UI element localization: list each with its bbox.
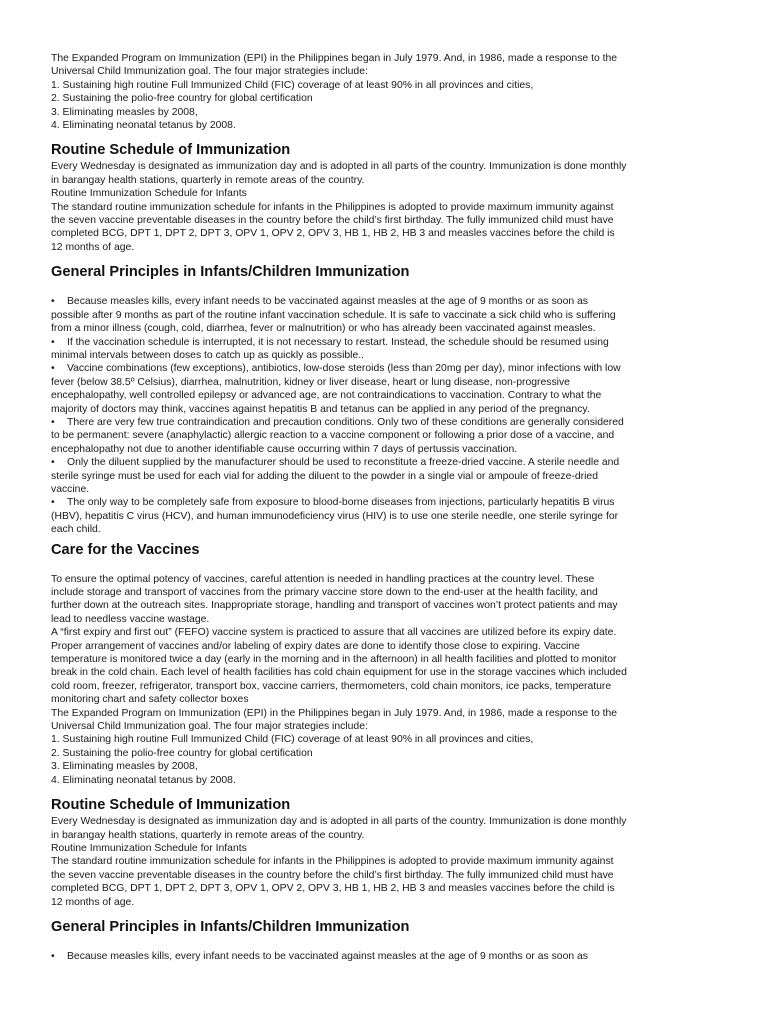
text-line: minimal intervals between doses to catch up as quickly as possible.. [51,349,365,361]
text-line: further down at the outreach sites. Inappropriate storage, handling and transport of vaccines won’t protect patients and may [51,600,618,612]
text-line: 4. Eliminating neonatal tetanus by 2008. [51,120,236,132]
text-line: temperature is monitored twice a day (early in the morning and in the afternoon) in all health facilities and plotted to monitor [51,654,617,666]
text-line: to be permanent: severe (anaphylactic) allergic reaction to a vaccine component or following a prior dose of a vaccine, and [51,430,615,442]
text-line: the seven vaccine preventable diseases in the country before the child’s first birthday. The fully immunized child must have [51,869,614,881]
bullet-icon: • [51,336,55,348]
text-line: encephalopathy, well controlled epilepsy or advanced age, are not contraindications to vaccination. Contrary to what the [51,390,602,402]
bullet-text: The only way to be completely safe from exposure to blood-borne diseases from injections, particularly hepatitis B virus [67,497,615,509]
text-line: Routine Immunization Schedule for Infants [51,188,247,200]
text-line: To ensure the optimal potency of vaccines, careful attention is needed in handling practices at the country level. These [51,573,595,585]
bullet-icon: • [51,363,55,375]
bullet-line [51,456,720,469]
text-line: A “first expiry and first out” (FEFO) vaccine system is practiced to assure that all vaccines are utilized before its expiry date. [51,627,617,639]
text-line: The standard routine immunization schedule for infants in the Philippines is adopted to provide maximum immunity against [51,856,614,868]
text-line: 12 months of age. [51,896,135,908]
bullet-line [51,336,720,349]
section-heading: Routine Schedule of Immunization [51,142,291,159]
text-line: Every Wednesday is designated as immunization day and is adopted in all parts of the country. Immunization is done monthly [51,161,627,173]
text-line: 3. Eliminating measles by 2008, [51,761,198,773]
text-line: completed BCG, DPT 1, DPT 2, DPT 3, OPV 1, OPV 2, OPV 3, HB 1, HB 2, HB 3 and measles vaccines before the child is [51,228,615,240]
text-line: possible after 9 months as part of the routine infant vaccination schedule. It is safe to vaccinate a sick child who is suffering [51,309,616,321]
bullet-text: Because measles kills, every infant needs to be vaccinated against measles at the age of 9 months or as soon as [67,950,588,962]
text-line: cold room, freezer, refrigerator, transport box, vaccine carriers, thermometers, cold chain monitors, ice packs, temperature [51,680,612,692]
text-line: in barangay health stations, quarterly in remote areas of the country. [51,829,365,841]
text-line: The standard routine immunization schedule for infants in the Philippines is adopted to provide maximum immunity against [51,201,614,213]
text-line: 1. Sustaining high routine Full Immunized Child (FIC) coverage of at least 90% in all provinces and cities, [51,79,534,91]
text-line: The Expanded Program on Immunization (EPI) in the Philippines began in July 1979. And, in 1986, made a response to the [51,707,618,719]
text-line: from a minor illness (cough, cold, diarrhea, fever or malnutrition) or who has already been vaccinated against measles. [51,323,596,335]
text-line: 12 months of age. [51,241,135,253]
bullet-text: There are very few true contraindication and precaution conditions. Only two of these conditions are generally considered [67,416,624,428]
bullet-icon: • [51,296,55,308]
bullet-icon: • [51,497,55,509]
section-heading: Routine Schedule of Immunization [51,797,291,814]
text-line: lead to needless vaccine wastage. [51,613,210,625]
text-line: monitoring chart and safety collector boxes [51,694,249,706]
bullet-text: Because measles kills, every infant needs to be vaccinated against measles at the age of 9 months or as soon as [67,296,588,308]
bullet-text: Vaccine combinations (few exceptions), antibiotics, low-dose steroids (less than 20mg per day), minor infections with low [67,363,621,375]
text-line: Routine Immunization Schedule for Infants [51,842,247,854]
text-line: each child. [51,524,101,536]
section-heading: Care for the Vaccines [51,541,200,558]
text-line: in barangay health stations, quarterly in remote areas of the country. [51,174,365,186]
text-line: fever (below 38.5º Celsius), diarrhea, malnutrition, kidney or liver disease, heart or lung disease, non-progressive [51,376,570,388]
text-line: (HBV), hepatitis C virus (HCV), and human immunodeficiency virus (HIV) is to use one sterile needle, one sterile syringe for [51,510,619,522]
text-line: include storage and transport of vaccines from the primary vaccine store down to the end-user at the health facility, and [51,587,598,598]
text-line: 1. Sustaining high routine Full Immunized Child (FIC) coverage of at least 90% in all provinces and cities, [51,734,534,746]
bullet-text: If the vaccination schedule is interrupted, it is not necessary to restart. Instead, the schedule should be resumed using [67,336,609,348]
section-heading: General Principles in Infants/Children Immunization [51,264,410,281]
text-line: encephalopathy not due to another identifiable cause occurring within 7 days of pertussis vaccination. [51,443,518,455]
bullet-icon: • [51,416,55,428]
bullet-line [51,950,720,963]
text-line: break in the cold chain. Each level of health facilities has cold chain equipment for use in the storage vaccines which included [51,667,627,679]
text-line: Universal Child Immunization goal. The four major strategies include: [51,721,368,733]
text-line: vaccine. [51,483,90,495]
bullet-line [51,416,720,429]
bullet-line [51,295,720,308]
text-line: Universal Child Immunization goal. The four major strategies include: [51,66,368,78]
text-line: Proper arrangement of vaccines and/or labeling of expiry dates are done to identify those close to expiring. Vaccine [51,640,580,652]
text-line: completed BCG, DPT 1, DPT 2, DPT 3, OPV 1, OPV 2, OPV 3, HB 1, HB 2, HB 3 and measles vaccines before the child is [51,883,615,895]
text-line: 2. Sustaining the polio-free country for global certification [51,747,313,759]
bullet-icon: • [51,950,55,962]
bullet-icon: • [51,457,55,469]
text-line: 3. Eliminating measles by 2008, [51,106,198,118]
section-heading: General Principles in Infants/Children Immunization [51,918,410,935]
text-line: sterile syringe must be used for each vial for adding the diluent to the powder in a single vial or ampoule of freeze-dried [51,470,598,482]
bullet-line [51,496,720,509]
text-line: the seven vaccine preventable diseases in the country before the child’s first birthday. The fully immunized child must have [51,215,614,227]
text-line: majority of doctors may think, vaccines against hepatitis B and tetanus can be applied in any period of the pregnancy. [51,403,590,415]
text-line: 2. Sustaining the polio-free country for global certification [51,93,313,105]
text-line: Every Wednesday is designated as immunization day and is adopted in all parts of the country. Immunization is done monthly [51,816,627,828]
text-line: The Expanded Program on Immunization (EPI) in the Philippines began in July 1979. And, in 1986, made a response to the [51,53,618,64]
bullet-line [51,362,720,375]
text-line: 4. Eliminating neonatal tetanus by 2008. [51,774,236,786]
bullet-text: Only the diluent supplied by the manufacturer should be used to reconstitute a freeze-dried vaccine. A sterile needle and [67,457,620,469]
